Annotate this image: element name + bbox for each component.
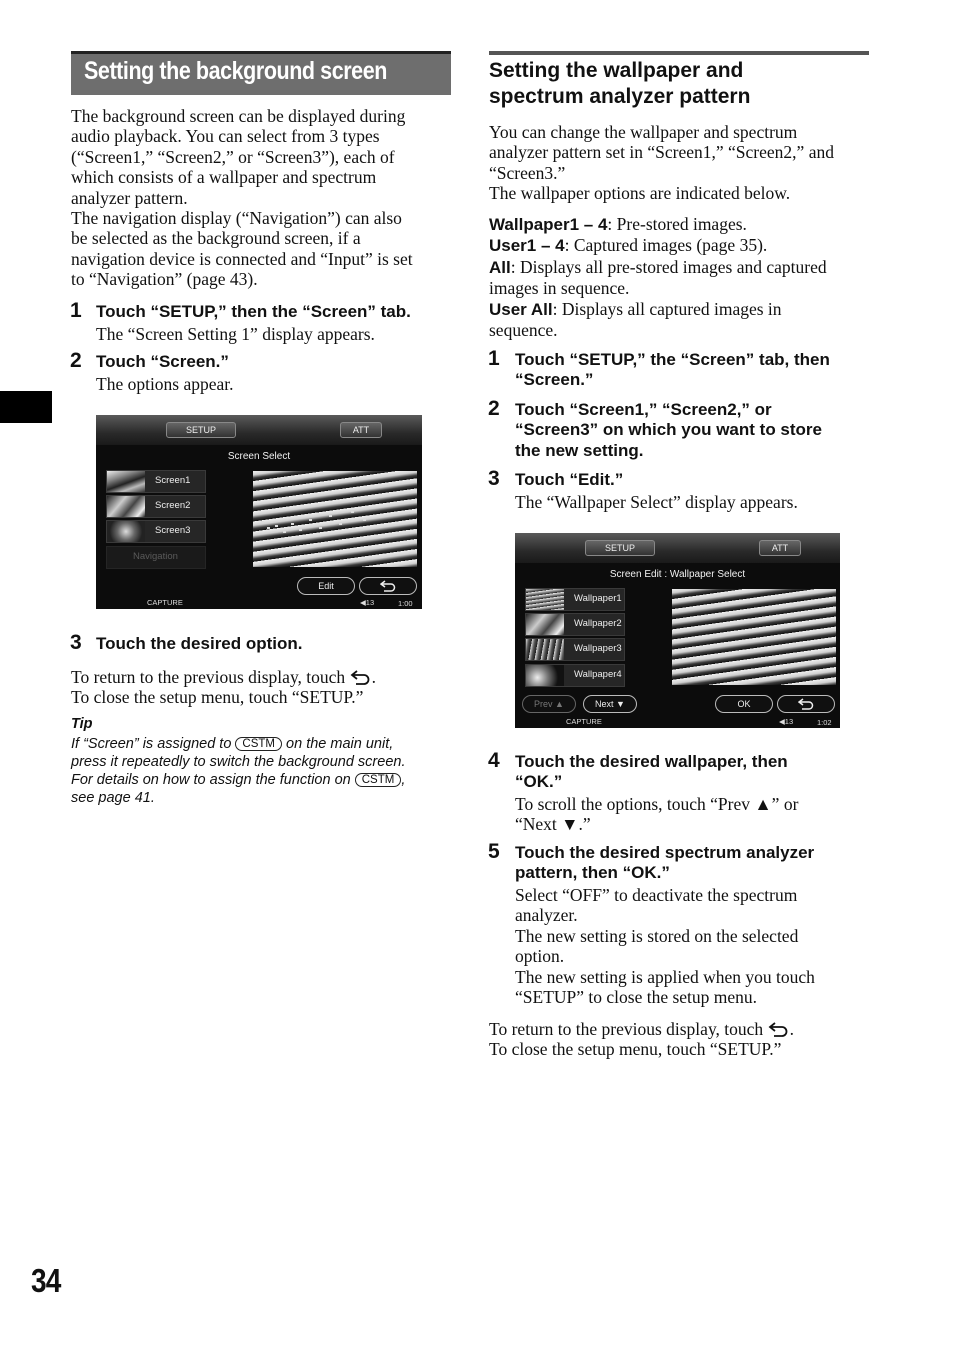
navigation-option[interactable] bbox=[106, 546, 206, 569]
tip-line: For details on how to assign the function on CSTM , bbox=[71, 772, 406, 788]
option-label: Wallpaper1 bbox=[574, 593, 622, 604]
edit-button[interactable]: Edit bbox=[297, 577, 355, 595]
step-text: Touch “Edit.” bbox=[515, 470, 624, 489]
step-number: 5 bbox=[488, 840, 500, 863]
next-button[interactable]: Next ▼ bbox=[583, 695, 637, 713]
volume-indicator: ◀13 bbox=[360, 598, 375, 607]
capture-label[interactable]: CAPTURE bbox=[147, 598, 183, 607]
wallpaper-select-screenshot bbox=[515, 533, 840, 728]
att-button[interactable]: ATT bbox=[340, 422, 382, 438]
option-label: Wallpaper3 bbox=[574, 643, 622, 654]
setup-tab[interactable]: SETUP bbox=[585, 540, 655, 556]
step-text: Touch “Screen.” bbox=[96, 352, 229, 371]
intro-line: which consists of a wallpaper and spectrum bbox=[71, 167, 377, 188]
wallpaper-thumbnail bbox=[107, 471, 145, 492]
tip-line: press it repeatedly to switch the background screen. bbox=[71, 754, 406, 770]
step-subtext: The “Wallpaper Select” display appears. bbox=[515, 492, 798, 512]
step-number: 2 bbox=[70, 349, 82, 372]
preview-image bbox=[672, 589, 836, 685]
tip-line: see page 41. bbox=[71, 790, 155, 806]
wallpaper-thumbnail bbox=[526, 639, 564, 660]
step-number: 4 bbox=[488, 749, 500, 772]
step-text: Touch “SETUP,” the “Screen” tab, then “Screen.” bbox=[515, 350, 830, 390]
section-heading: Setting the wallpaper and spectrum analyzer pattern bbox=[489, 59, 751, 108]
wallpaper2-option[interactable] bbox=[525, 613, 625, 636]
return-instruction: To return to the previous display, touch . bbox=[71, 667, 376, 687]
wallpaper-thumbnail bbox=[107, 496, 145, 517]
return-text: To return to the previous display, touch bbox=[489, 1019, 764, 1039]
intro-line: The navigation display (“Navigation”) can also bbox=[71, 208, 402, 229]
screen1-option[interactable] bbox=[106, 470, 206, 493]
volume-indicator: ◀13 bbox=[779, 717, 794, 726]
step-subtext: The options appear. bbox=[96, 374, 234, 394]
back-button[interactable] bbox=[359, 577, 417, 595]
screen-top-bar bbox=[96, 415, 422, 445]
screen-select-screenshot bbox=[96, 415, 422, 609]
option-label: Screen2 bbox=[155, 500, 191, 511]
screen-title: Screen Select bbox=[227, 451, 291, 462]
definition-item: All: Displays all pre-stored images and captured bbox=[489, 256, 827, 277]
wallpaper3-option[interactable] bbox=[525, 638, 625, 661]
section-rule bbox=[489, 51, 869, 55]
setup-tab[interactable]: SETUP bbox=[166, 422, 236, 438]
screen-title: Screen Edit : Wallpaper Select bbox=[609, 569, 746, 580]
step-subtext: The “Screen Setting 1” display appears. bbox=[96, 324, 375, 344]
step-subtext: Select “OFF” to deactivate the spectrum analyzer. The new setting is stored on the selected option. The new setting is applied when you touch “SETUP” to close the setup menu. bbox=[515, 885, 815, 1008]
option-label: Wallpaper4 bbox=[574, 669, 622, 680]
cstm-button-label: CSTM bbox=[355, 773, 402, 787]
intro-line: audio playback. You can select from 3 types bbox=[71, 126, 380, 147]
volume-value: 13 bbox=[784, 717, 794, 726]
close-instruction: To close the setup menu, touch “SETUP.” bbox=[489, 1039, 782, 1059]
volume-value: 13 bbox=[365, 598, 375, 607]
step-text: Touch the desired option. bbox=[96, 634, 303, 653]
tip-text bbox=[71, 735, 461, 807]
preview-image bbox=[253, 471, 417, 567]
option-label: Navigation bbox=[133, 551, 178, 562]
capture-label[interactable]: CAPTURE bbox=[566, 717, 602, 726]
wallpaper-thumbnail bbox=[526, 665, 564, 686]
close-instruction: To close the setup menu, touch “SETUP.” bbox=[71, 687, 364, 707]
step-text: Touch the desired spectrum analyzer pattern, then “OK.” bbox=[515, 843, 815, 883]
option-label: Wallpaper2 bbox=[574, 618, 622, 629]
clock: 1:00 bbox=[398, 599, 413, 608]
intro-line: (“Screen1,” “Screen2,” or “Screen3”), each of bbox=[71, 146, 395, 167]
option-label: Screen3 bbox=[155, 525, 191, 536]
return-text: To return to the previous display, touch bbox=[71, 667, 346, 687]
tip-line: If “Screen” is assigned to CSTM on the main unit, bbox=[71, 736, 394, 752]
step-number: 1 bbox=[70, 299, 82, 322]
intro-line: be selected as the background screen, if a bbox=[71, 228, 361, 249]
chapter-tab-marker bbox=[0, 391, 52, 423]
definition-item: Wallpaper1 – 4: Pre-stored images. bbox=[489, 214, 747, 234]
page-number: 34 bbox=[31, 1262, 61, 1299]
step-number: 1 bbox=[488, 347, 500, 370]
step-subtext: To scroll the options, touch “Prev ▲” or “Next ▼.” bbox=[515, 794, 799, 835]
intro-paragraph bbox=[71, 106, 456, 290]
return-icon bbox=[350, 669, 372, 685]
wallpaper-options-list bbox=[489, 214, 879, 340]
right-intro: You can change the wallpaper and spectrum analyzer pattern set in “Screen1,” “Screen2,” and “Screen3.” The wallpaper options are indicated below. bbox=[489, 122, 834, 204]
intro-line: The background screen can be displayed during bbox=[71, 106, 406, 126]
definition-item: User All: Displays all captured images in bbox=[489, 298, 782, 319]
definition-item-continued: images in sequence. bbox=[489, 278, 630, 299]
clock: 1:02 bbox=[817, 718, 832, 727]
wallpaper-thumbnail bbox=[526, 614, 564, 635]
definition-item-continued: sequence. bbox=[489, 320, 558, 341]
wallpaper4-option[interactable] bbox=[525, 664, 625, 687]
wallpaper-thumbnail bbox=[107, 521, 145, 542]
step-text: Touch “Screen1,” “Screen2,” or “Screen3” on which you want to store the new setting. bbox=[515, 400, 822, 460]
intro-line: to “Navigation” (page 43). bbox=[71, 269, 258, 290]
tip-label: Tip bbox=[71, 716, 93, 732]
screen3-option[interactable] bbox=[106, 520, 206, 543]
option-label: Screen1 bbox=[155, 475, 191, 486]
section-title-bar bbox=[71, 51, 451, 95]
step-number: 3 bbox=[70, 631, 82, 654]
return-icon bbox=[768, 1021, 790, 1037]
step-text: Touch the desired wallpaper, then “OK.” bbox=[515, 752, 788, 792]
back-button[interactable] bbox=[777, 695, 835, 713]
step-text: Touch “SETUP,” then the “Screen” tab. bbox=[96, 302, 411, 321]
wallpaper-thumbnail bbox=[526, 589, 564, 610]
step-number: 2 bbox=[488, 397, 500, 420]
intro-line: analyzer pattern. bbox=[71, 187, 188, 208]
return-instruction: To return to the previous display, touch . bbox=[489, 1019, 794, 1039]
ok-button[interactable]: OK bbox=[715, 695, 773, 713]
definition-item: User1 – 4: Captured images (page 35). bbox=[489, 235, 768, 256]
wallpaper1-option[interactable] bbox=[525, 588, 625, 611]
return-icon bbox=[380, 580, 396, 592]
cstm-button-label: CSTM bbox=[235, 737, 282, 751]
step-number: 3 bbox=[488, 467, 500, 490]
screen-top-bar bbox=[515, 533, 840, 563]
section-title: Setting the background screen bbox=[84, 57, 387, 85]
prev-button[interactable]: Prev ▲ bbox=[522, 695, 576, 713]
return-icon bbox=[798, 698, 814, 710]
intro-line: navigation device is connected and “Input” is set bbox=[71, 248, 413, 269]
att-button[interactable]: ATT bbox=[759, 540, 801, 556]
screen2-option[interactable] bbox=[106, 495, 206, 518]
